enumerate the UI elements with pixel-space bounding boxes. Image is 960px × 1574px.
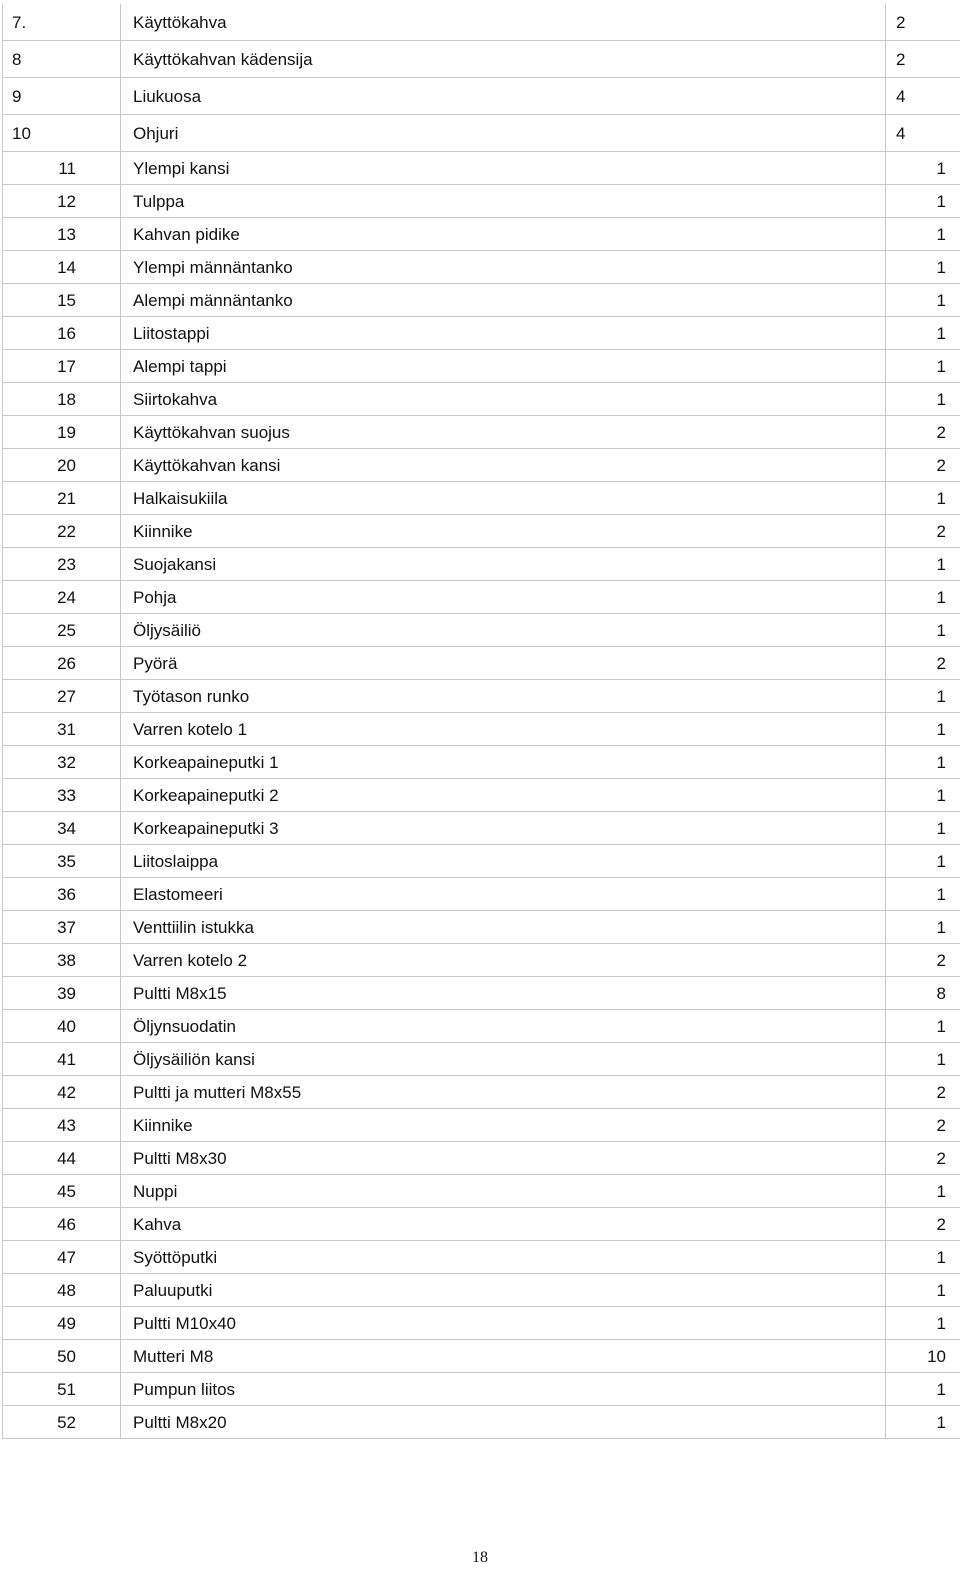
part-quantity: 1 xyxy=(886,284,960,317)
table-row xyxy=(3,1373,960,1406)
part-quantity: 2 xyxy=(886,1109,960,1142)
part-quantity: 1 xyxy=(886,185,960,218)
part-name: Suojakansi xyxy=(121,548,886,581)
part-name: Korkeapaineputki 3 xyxy=(121,812,886,845)
part-number: 39 xyxy=(3,977,121,1010)
part-name: Varren kotelo 2 xyxy=(121,944,886,977)
table-row xyxy=(3,350,960,383)
part-name: Korkeapaineputki 2 xyxy=(121,779,886,812)
part-name: Siirtokahva xyxy=(121,383,886,416)
part-quantity: 1 xyxy=(886,1175,960,1208)
part-number: 50 xyxy=(3,1340,121,1373)
part-name: Öljysäiliö xyxy=(121,614,886,647)
part-name: Liitoslaippa xyxy=(121,845,886,878)
part-number: 22 xyxy=(3,515,121,548)
part-quantity: 1 xyxy=(886,1043,960,1076)
part-quantity: 1 xyxy=(886,779,960,812)
part-number: 7. xyxy=(3,4,121,41)
part-quantity: 2 xyxy=(886,1208,960,1241)
part-quantity: 1 xyxy=(886,383,960,416)
part-name: Kiinnike xyxy=(121,515,886,548)
table-row xyxy=(3,416,960,449)
part-quantity: 1 xyxy=(886,218,960,251)
part-name: Halkaisukiila xyxy=(121,482,886,515)
part-number: 42 xyxy=(3,1076,121,1109)
part-number: 44 xyxy=(3,1142,121,1175)
part-quantity: 1 xyxy=(886,1010,960,1043)
part-name: Käyttökahva xyxy=(121,4,886,41)
table-row xyxy=(3,680,960,713)
part-name: Öljynsuodatin xyxy=(121,1010,886,1043)
table-row xyxy=(3,977,960,1010)
part-quantity: 1 xyxy=(886,1307,960,1340)
part-quantity: 1 xyxy=(886,1373,960,1406)
table-row xyxy=(3,251,960,284)
part-number: 52 xyxy=(3,1406,121,1439)
table-row xyxy=(3,1010,960,1043)
part-name: Pultti M8x30 xyxy=(121,1142,886,1175)
part-name: Kahvan pidike xyxy=(121,218,886,251)
table-row xyxy=(3,911,960,944)
part-name: Ylempi männäntanko xyxy=(121,251,886,284)
table-row xyxy=(3,284,960,317)
part-quantity: 2 xyxy=(886,647,960,680)
table-row xyxy=(3,383,960,416)
table-row xyxy=(3,1241,960,1274)
part-name: Pultti M10x40 xyxy=(121,1307,886,1340)
part-name: Liukuosa xyxy=(121,78,886,115)
part-number: 21 xyxy=(3,482,121,515)
part-quantity: 2 xyxy=(886,41,960,78)
table-row xyxy=(3,1043,960,1076)
table-row xyxy=(3,1175,960,1208)
part-number: 48 xyxy=(3,1274,121,1307)
part-number: 8 xyxy=(3,41,121,78)
part-number: 9 xyxy=(3,78,121,115)
part-name: Käyttökahvan suojus xyxy=(121,416,886,449)
part-quantity: 2 xyxy=(886,1142,960,1175)
part-number: 51 xyxy=(3,1373,121,1406)
part-quantity: 1 xyxy=(886,911,960,944)
part-name: Syöttöputki xyxy=(121,1241,886,1274)
part-number: 23 xyxy=(3,548,121,581)
table-row xyxy=(3,41,960,78)
part-number: 19 xyxy=(3,416,121,449)
table-row xyxy=(3,482,960,515)
part-name: Työtason runko xyxy=(121,680,886,713)
part-name: Venttiilin istukka xyxy=(121,911,886,944)
part-name: Pultti M8x20 xyxy=(121,1406,886,1439)
part-quantity: 1 xyxy=(886,482,960,515)
part-number: 25 xyxy=(3,614,121,647)
part-quantity: 2 xyxy=(886,515,960,548)
part-number: 45 xyxy=(3,1175,121,1208)
part-quantity: 1 xyxy=(886,614,960,647)
table-row xyxy=(3,581,960,614)
part-number: 40 xyxy=(3,1010,121,1043)
part-number: 10 xyxy=(3,115,121,152)
part-quantity: 2 xyxy=(886,1076,960,1109)
part-name: Paluuputki xyxy=(121,1274,886,1307)
part-number: 32 xyxy=(3,746,121,779)
part-number: 49 xyxy=(3,1307,121,1340)
part-name: Käyttökahvan kädensija xyxy=(121,41,886,78)
part-quantity: 1 xyxy=(886,746,960,779)
part-name: Mutteri M8 xyxy=(121,1340,886,1373)
part-name: Pyörä xyxy=(121,647,886,680)
table-row xyxy=(3,944,960,977)
part-number: 38 xyxy=(3,944,121,977)
part-name: Pultti ja mutteri M8x55 xyxy=(121,1076,886,1109)
part-name: Pumpun liitos xyxy=(121,1373,886,1406)
part-number: 34 xyxy=(3,812,121,845)
part-quantity: 4 xyxy=(886,115,960,152)
part-name: Korkeapaineputki 1 xyxy=(121,746,886,779)
part-number: 41 xyxy=(3,1043,121,1076)
table-row xyxy=(3,1274,960,1307)
part-number: 37 xyxy=(3,911,121,944)
table-row xyxy=(3,515,960,548)
part-name: Liitostappi xyxy=(121,317,886,350)
table-row xyxy=(3,4,960,41)
table-row xyxy=(3,152,960,185)
part-quantity: 1 xyxy=(886,680,960,713)
part-quantity: 2 xyxy=(886,416,960,449)
part-number: 20 xyxy=(3,449,121,482)
part-quantity: 1 xyxy=(886,152,960,185)
table-row xyxy=(3,812,960,845)
part-number: 14 xyxy=(3,251,121,284)
part-number: 46 xyxy=(3,1208,121,1241)
part-number: 35 xyxy=(3,845,121,878)
table-row xyxy=(3,185,960,218)
part-quantity: 1 xyxy=(886,812,960,845)
part-number: 43 xyxy=(3,1109,121,1142)
part-name: Nuppi xyxy=(121,1175,886,1208)
table-row xyxy=(3,548,960,581)
table-row xyxy=(3,746,960,779)
table-row xyxy=(3,1142,960,1175)
part-number: 31 xyxy=(3,713,121,746)
part-quantity: 1 xyxy=(886,1274,960,1307)
part-number: 33 xyxy=(3,779,121,812)
part-quantity: 1 xyxy=(886,845,960,878)
table-row xyxy=(3,713,960,746)
part-name: Alempi männäntanko xyxy=(121,284,886,317)
table-row xyxy=(3,78,960,115)
part-quantity: 8 xyxy=(886,977,960,1010)
parts-table-body xyxy=(3,4,960,1439)
part-number: 13 xyxy=(3,218,121,251)
table-row xyxy=(3,317,960,350)
table-row xyxy=(3,1109,960,1142)
part-number: 16 xyxy=(3,317,121,350)
table-row xyxy=(3,218,960,251)
part-name: Elastomeeri xyxy=(121,878,886,911)
table-row xyxy=(3,779,960,812)
part-number: 17 xyxy=(3,350,121,383)
part-number: 47 xyxy=(3,1241,121,1274)
part-name: Öljysäiliön kansi xyxy=(121,1043,886,1076)
part-quantity: 2 xyxy=(886,4,960,41)
part-number: 26 xyxy=(3,647,121,680)
table-row xyxy=(3,1076,960,1109)
table-row xyxy=(3,1307,960,1340)
part-name: Kiinnike xyxy=(121,1109,886,1142)
page-number: 18 xyxy=(472,1549,488,1566)
table-row xyxy=(3,878,960,911)
table-row xyxy=(3,614,960,647)
part-quantity: 1 xyxy=(886,1241,960,1274)
part-number: 24 xyxy=(3,581,121,614)
part-name: Kahva xyxy=(121,1208,886,1241)
part-quantity: 4 xyxy=(886,78,960,115)
table-row xyxy=(3,115,960,152)
table-row xyxy=(3,449,960,482)
part-name: Varren kotelo 1 xyxy=(121,713,886,746)
part-quantity: 1 xyxy=(886,350,960,383)
part-quantity: 1 xyxy=(886,581,960,614)
part-name: Ylempi kansi xyxy=(121,152,886,185)
part-quantity: 1 xyxy=(886,878,960,911)
table-row xyxy=(3,1406,960,1439)
part-name: Tulppa xyxy=(121,185,886,218)
part-number: 11 xyxy=(3,152,121,185)
part-quantity: 2 xyxy=(886,449,960,482)
part-number: 15 xyxy=(3,284,121,317)
table-row xyxy=(3,1208,960,1241)
part-name: Alempi tappi xyxy=(121,350,886,383)
part-number: 18 xyxy=(3,383,121,416)
part-number: 36 xyxy=(3,878,121,911)
part-quantity: 1 xyxy=(886,317,960,350)
table-row xyxy=(3,647,960,680)
table-row xyxy=(3,845,960,878)
part-number: 27 xyxy=(3,680,121,713)
part-name: Käyttökahvan kansi xyxy=(121,449,886,482)
part-quantity: 1 xyxy=(886,548,960,581)
table-row xyxy=(3,1340,960,1373)
part-number: 12 xyxy=(3,185,121,218)
parts-table xyxy=(2,4,960,1439)
part-name: Pultti M8x15 xyxy=(121,977,886,1010)
part-quantity: 10 xyxy=(886,1340,960,1373)
part-name: Pohja xyxy=(121,581,886,614)
part-name: Ohjuri xyxy=(121,115,886,152)
part-quantity: 2 xyxy=(886,944,960,977)
part-quantity: 1 xyxy=(886,251,960,284)
part-quantity: 1 xyxy=(886,1406,960,1439)
part-quantity: 1 xyxy=(886,713,960,746)
